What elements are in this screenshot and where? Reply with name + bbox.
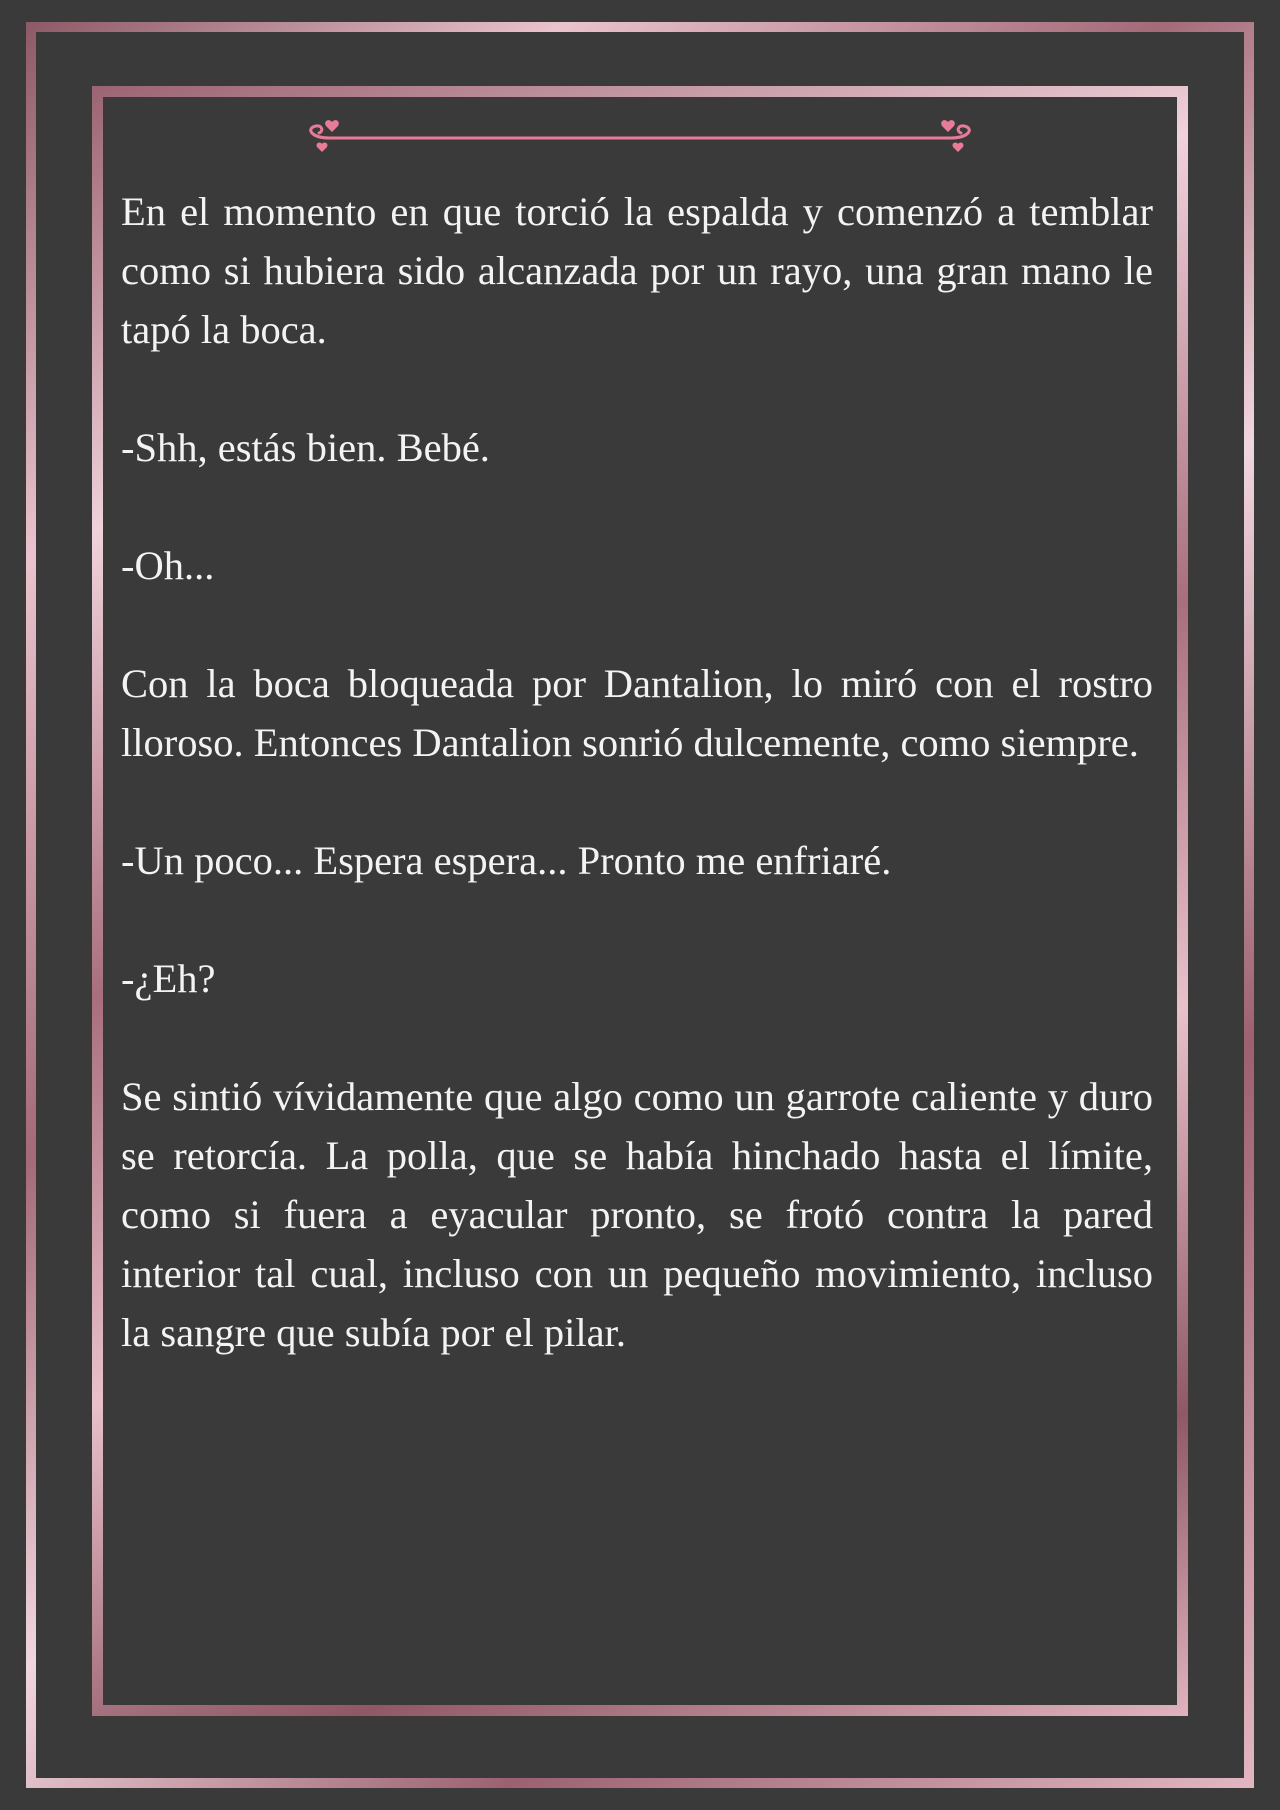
- dialogue-line: -¿Eh?: [121, 956, 216, 1001]
- paragraph: Se sintió vívidamente que algo como un garrote caliente y duro se retorcía. La polla, que se había hinchado hasta el límite, como si fuera a eyacular pronto, se frotó contra la pared interior tal cual, incluso con un pequeño movimiento, incluso la sangre que subía por el pilar.: [121, 1074, 1153, 1355]
- dialogue-line: -Shh, estás bien. Bebé.: [121, 425, 490, 470]
- dialogue-line: -Oh...: [121, 543, 215, 588]
- hearts-divider-icon: [290, 116, 990, 158]
- story-text: [121, 182, 1153, 1421]
- dialogue-line: -Un poco... Espera espera... Pronto me enfriaré.: [121, 838, 892, 883]
- paragraph: Con la boca bloqueada por Dantalion, lo miró con el rostro lloroso. Entonces Dantalion sonrió dulcemente, como siempre.: [121, 661, 1153, 765]
- paragraph: En el momento en que torció la espalda y comenzó a temblar como si hubiera sido alcanzada por un rayo, una gran mano le tapó la boca.: [121, 189, 1153, 352]
